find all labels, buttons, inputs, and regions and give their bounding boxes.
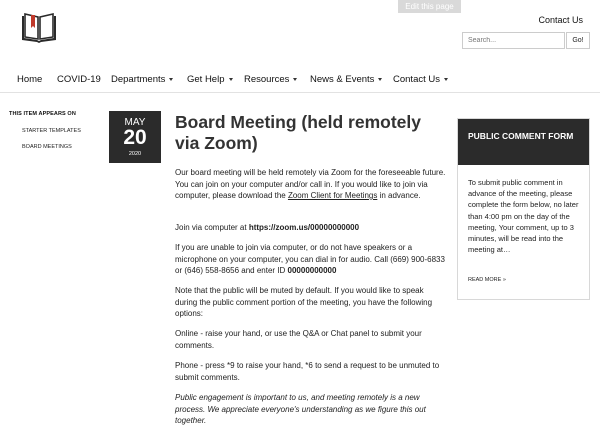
public-comment-text: To submit public comment in advance of the meeting, please complete the form below, no later than 4:00 pm on the day of the meeting, Your comment, up to 3 minutes, will be read into the meeting at…: [468, 178, 579, 255]
nav-label: Get Help: [187, 74, 225, 85]
starter-templates-link[interactable]: STARTER TEMPLATES: [22, 128, 81, 134]
article-paragraph: Public engagement is important to us, and meeting remotely is a new process. We appreciate everyone's understanding as we figure this out together.: [175, 393, 426, 425]
date-year: 2020: [128, 151, 142, 157]
nav-news-events[interactable]: [310, 74, 382, 85]
read-more-link[interactable]: READ MORE »: [468, 277, 506, 283]
article-paragraph: [175, 222, 447, 234]
nav-contact-us[interactable]: [393, 74, 448, 85]
nav-get-help[interactable]: [187, 74, 233, 85]
paragraph-text: Our board meeting will be held remotely via Zoom for the foreseeable future. You can join on your computer and/or call in. If you would like to join via computer, please download the: [175, 168, 446, 200]
nav-label: News & Events: [310, 74, 375, 85]
paragraph-text: in advance.: [377, 191, 421, 200]
search-form: [462, 32, 590, 49]
caret-down-icon: [229, 78, 233, 81]
article-paragraph: Note that the public will be muted by default. If you would like to speak during the public comment portion of the meeting, you have the following options:: [175, 286, 433, 318]
book-logo-icon[interactable]: [20, 12, 58, 44]
zoom-url: https://zoom.us/00000000000: [248, 223, 360, 232]
date-month: MAY: [124, 117, 146, 128]
date-day: 20: [123, 126, 147, 149]
edit-page-button[interactable]: Edit this page: [398, 0, 461, 13]
meeting-id: 00000000000: [287, 266, 337, 275]
search-go-button[interactable]: Go!: [566, 32, 590, 49]
article-paragraph: Phone - press *9 to raise your hand, *6 to send a request to be unmuted to submit comments.: [175, 361, 440, 382]
nav-covid-19[interactable]: [57, 74, 101, 85]
caret-down-icon: [293, 78, 297, 81]
article-paragraph: [175, 242, 447, 277]
search-input[interactable]: [462, 32, 565, 49]
nav-label: COVID-19: [57, 74, 101, 85]
main-nav: [0, 69, 600, 93]
nav-label: Contact Us: [393, 74, 440, 85]
nav-label: Home: [17, 74, 43, 85]
board-meetings-link[interactable]: BOARD MEETINGS: [22, 144, 72, 150]
appears-on-heading: THIS ITEM APPEARS ON: [9, 111, 76, 117]
nav-resources[interactable]: [244, 74, 297, 85]
public-comment-title[interactable]: PUBLIC COMMENT FORM: [458, 119, 589, 165]
nav-label: Resources: [244, 74, 290, 85]
article-paragraph: Online - raise your hand, or use the Q&A or Chat panel to submit your comments.: [175, 329, 422, 350]
paragraph-text: Join via computer at: [175, 223, 249, 232]
public-comment-widget: [457, 118, 590, 300]
caret-down-icon: [378, 78, 382, 81]
nav-label: Departments: [111, 74, 166, 85]
date-badge: [109, 111, 161, 163]
zoom-client-link[interactable]: Zoom Client for Meetings: [287, 191, 378, 200]
nav-departments[interactable]: [111, 74, 173, 85]
paragraph-text: If you are unable to join via computer, or do not have speakers or a microphone on your computer, you can dial in for audio. Call (669) 900-6833 or (646) 558-8656 and enter ID: [175, 243, 445, 275]
nav-home[interactable]: [17, 74, 42, 85]
contact-us-link[interactable]: Contact Us: [538, 15, 583, 25]
article-paragraph: [175, 167, 447, 202]
page-title: Board Meeting (held remotely via Zoom): [175, 112, 422, 153]
caret-down-icon: [169, 78, 173, 81]
caret-down-icon: [444, 78, 448, 81]
